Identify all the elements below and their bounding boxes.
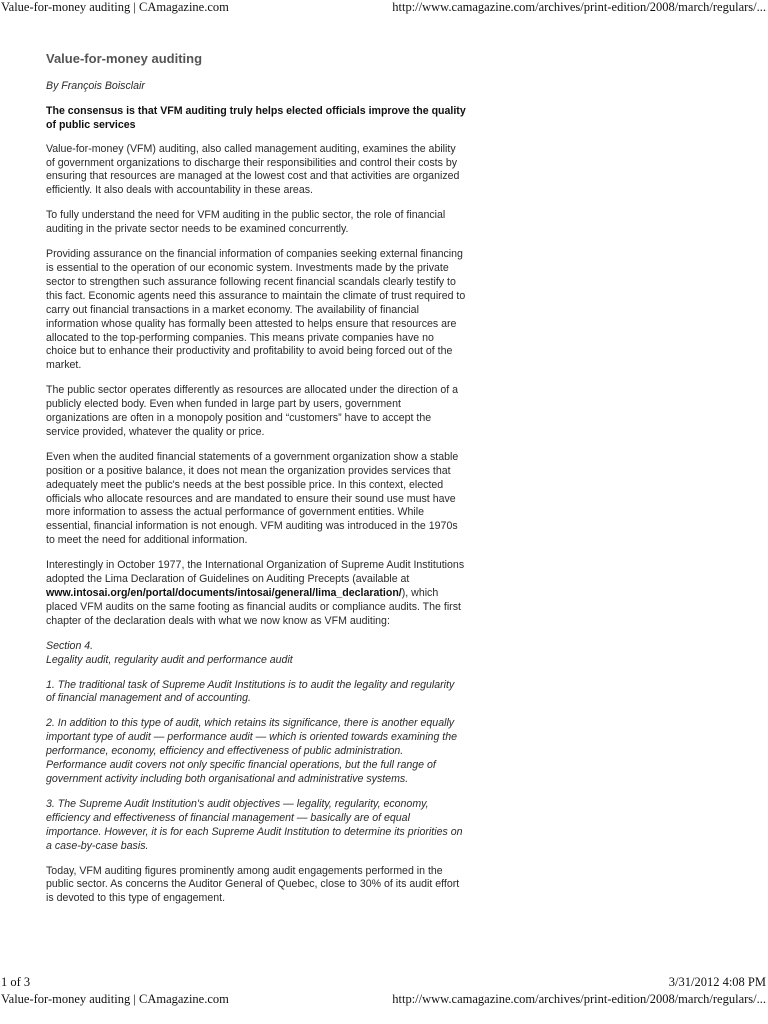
quote-item: 1. The traditional task of Supreme Audit Institutions is to audit the legality and regularity of financial management and of accounting. <box>46 678 455 705</box>
quote-item: 2. In addition to this type of audit, which retains its significance, there is another equally important type of audit — performance audit — which is oriented towards examining the performance, economy, efficiency and effectiveness of public administration. Performance audit covers not only specific financial operations, but the full range of government activity including both organisational and administrative systems. <box>46 717 458 785</box>
article-lead: The consensus is that VFM auditing truly helps elected officials improve the quality of public services <box>46 104 466 131</box>
print-footer-url: http://www.camagazine.com/archives/print-edition/2008/march/regulars/... <box>392 992 766 1006</box>
lima-paragraph <box>46 559 466 629</box>
quote-heading: Legality audit, regularity audit and performance audit <box>46 653 293 666</box>
paragraph: Value-for-money (VFM) auditing, also called management auditing, examines the ability of government organizations to discharge their responsibilities and control their costs by ensuring that resources are managed at the lowest cost and that activities are organized efficiently. It also deals with accountability in these areas. <box>46 142 460 197</box>
article <box>46 52 466 917</box>
page-number: 1 of 3 <box>1 975 31 989</box>
paragraph: Providing assurance on the financial information of companies seeking external financing is essential to the operation of our economic system. Investments made by the private sector to strengthen such assurance following recent financial scandals clearly testify to this fact. Economic agents need this assurance to maintain the climate of trust required to carry out financial transactions in a market economy. The availability of financial information whose quality has formally been attested to helps ensure that resources are allocated to the top-performing companies. This means private companies have no choice but to enhance their productivity and profitability to avoid being forced out of the market. <box>46 248 466 372</box>
print-footer-repeat <box>0 992 768 1008</box>
print-header <box>0 0 768 16</box>
closing-paragraph: Today, VFM auditing figures prominently among audit engagements performed in the public sector. As concerns the Auditor General of Quebec, close to 30% of its audit effort is devoted to this type of engagement. <box>46 864 460 905</box>
paragraph: The public sector operates differently as resources are allocated under the direction of a publicly elected body. Even when funded in large part by users, government organizations are often in a monopoly position and “customers” have to accept the service provided, whatever the quality or price. <box>46 384 459 438</box>
intosai-link[interactable]: www.intosai.org/en/portal/documents/intosai/general/lima_declaration/ <box>46 587 402 599</box>
print-header-title: Value-for-money auditing | CAmagazine.com <box>1 0 229 14</box>
article-byline: By François Boisclair <box>46 79 145 92</box>
paragraph: Even when the audited financial statements of a government organization show a stable position or a positive balance, it does not mean the organization provides services that adequately meet the public's needs at the best possible price. In this context, elected officials who allocate resources and are mandated to ensure their sound use must have more information to assess the actual performance of government entities. While essential, financial information is not enough. VFM auditing was introduced in the 1970s to meet the need for additional information. <box>46 450 459 547</box>
quote-section-header <box>46 640 466 668</box>
print-datetime: 3/31/2012 4:08 PM <box>668 975 766 989</box>
quote-item: 3. The Supreme Audit Institution's audit objectives — legality, regularity, economy, efficiency and effectiveness of financial management — basically are of equal importance. However, it is for each Supreme Audit Institution to determine its priorities on a case-by-case basis. <box>46 797 463 852</box>
print-footer <box>0 975 768 991</box>
paragraph: To fully understand the need for VFM auditing in the public sector, the role of financial auditing in the private sector needs to be examined concurrently. <box>46 209 446 236</box>
article-title: Value-for-money auditing <box>46 51 203 66</box>
lima-text-after: ), which placed VFM audits on the same footing as financial audits or compliance audits. The first chapter of the declaration deals with what we now know as VFM auditing: <box>46 587 461 627</box>
print-header-url: http://www.camagazine.com/archives/print-edition/2008/march/regulars/... <box>392 0 766 14</box>
lima-text-before: Interestingly in October 1977, the International Organization of Supreme Audit Institutions adopted the Lima Declaration of Guidelines on Auditing Precepts (available at <box>46 559 465 586</box>
quote-section: Section 4. <box>46 639 94 652</box>
print-footer-title: Value-for-money auditing | CAmagazine.com <box>1 992 229 1006</box>
